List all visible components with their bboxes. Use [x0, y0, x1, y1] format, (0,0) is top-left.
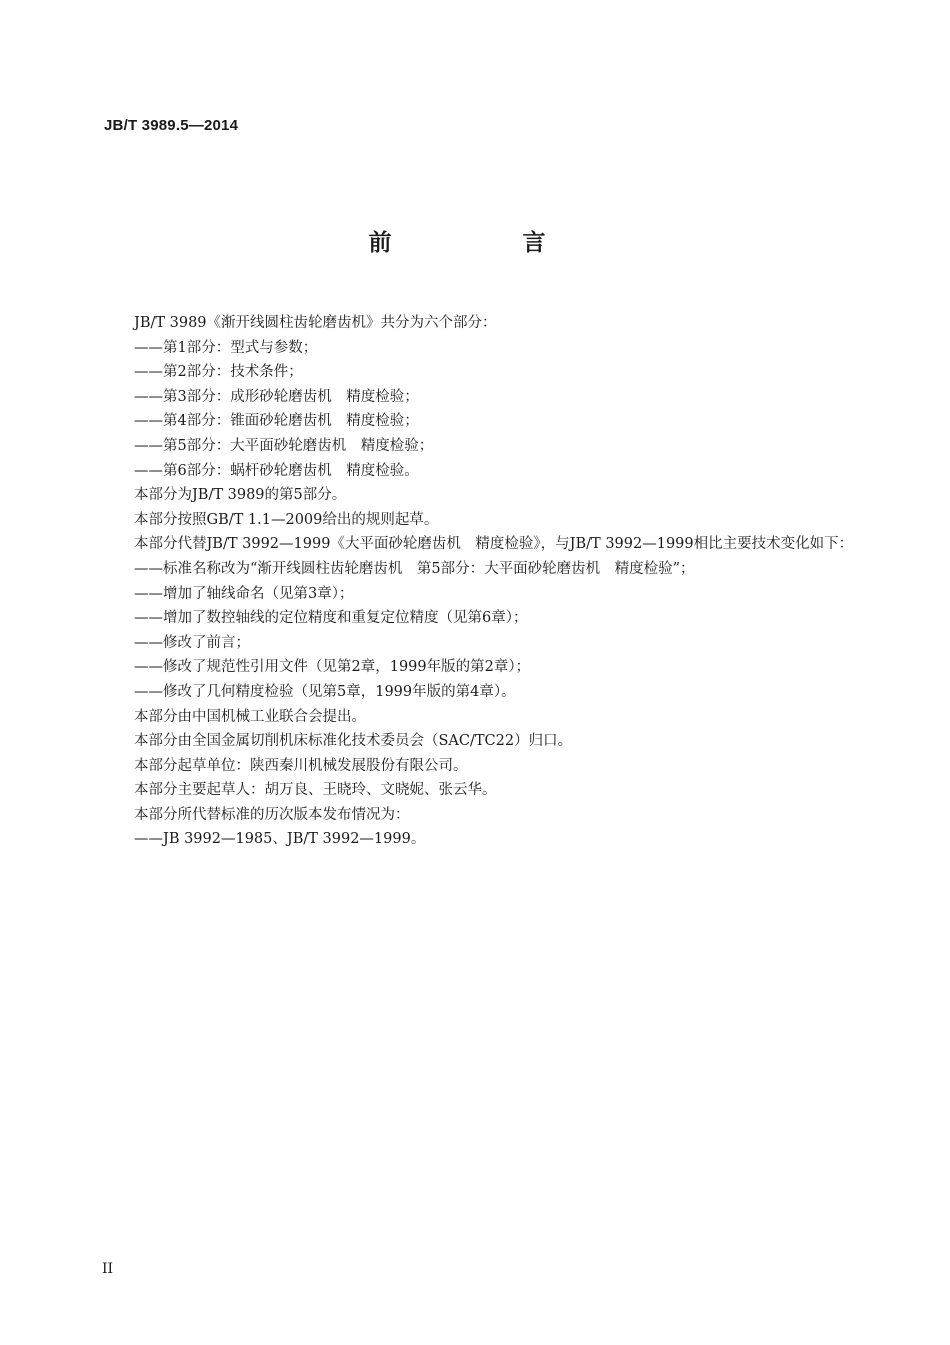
foreword-paragraph-drafters: 本部分主要起草人：胡万良、王晓玲、文晓妮、张云华。	[134, 782, 497, 799]
list-item-part-3: ——第3部分：成形砂轮磨齿机 精度检验；	[134, 388, 419, 405]
list-item-part-1: ——第1部分：型式与参数；	[134, 339, 318, 356]
page-number: II	[102, 1261, 114, 1277]
list-item-change-references: ——修改了规范性引用文件（见第2章，1999年版的第2章）；	[134, 659, 531, 676]
foreword-paragraph-proposer: 本部分由中国机械工业联合会提出。	[134, 708, 366, 725]
page-title: 前 言	[368, 230, 600, 256]
foreword-paragraph-replaces: 本部分代替JB/T 3992—1999《大平面砂轮磨齿机 精度检验》，与JB/T 3992—1999相比主要技术变化如下：	[134, 536, 854, 553]
foreword-paragraph-parts-intro: JB/T 3989《渐开线圆柱齿轮磨齿机》共分为六个部分：	[134, 315, 497, 331]
foreword-paragraph-part-number: 本部分为JB/T 3989的第5部分。	[134, 487, 347, 504]
foreword-paragraph-drafting-unit: 本部分起草单位：陕西秦川机械发展股份有限公司。	[134, 757, 468, 774]
list-item-change-axis-naming: ——增加了轴线命名（见第3章）；	[134, 585, 354, 602]
list-item-part-6: ——第6部分：蜗杆砂轮磨齿机 精度检验。	[134, 462, 419, 479]
foreword-paragraph-history: 本部分所代替标准的历次版本发布情况为：	[134, 806, 410, 823]
list-item-history-versions: ——JB 3992—1985、JB/T 3992—1999。	[134, 831, 426, 848]
list-item-part-5: ——第5部分：大平面砂轮磨齿机 精度检验；	[134, 437, 434, 454]
list-item-change-title: ——标准名称改为“渐开线圆柱齿轮磨齿机 第5部分：大平面砂轮磨齿机 精度检验”；	[134, 560, 695, 577]
foreword-paragraph-drafting-rules: 本部分按照GB/T 1.1—2009给出的规则起草。	[134, 511, 439, 528]
standard-code-header: JB/T 3989.5—2014	[104, 117, 239, 134]
foreword-paragraph-committee: 本部分由全国金属切削机床标准化技术委员会（SAC/TC22）归口。	[134, 733, 573, 750]
foreword-body	[104, 311, 884, 852]
list-item-change-foreword: ——修改了前言；	[134, 634, 250, 651]
list-item-part-4: ——第4部分：锥面砂轮磨齿机 精度检验；	[134, 413, 419, 430]
list-item-change-geometric: ——修改了几何精度检验（见第5章，1999年版的第4章）。	[134, 683, 516, 700]
list-item-part-2: ——第2部分：技术条件；	[134, 364, 303, 381]
list-item-change-positioning: ——增加了数控轴线的定位精度和重复定位精度（见第6章）；	[134, 610, 528, 627]
